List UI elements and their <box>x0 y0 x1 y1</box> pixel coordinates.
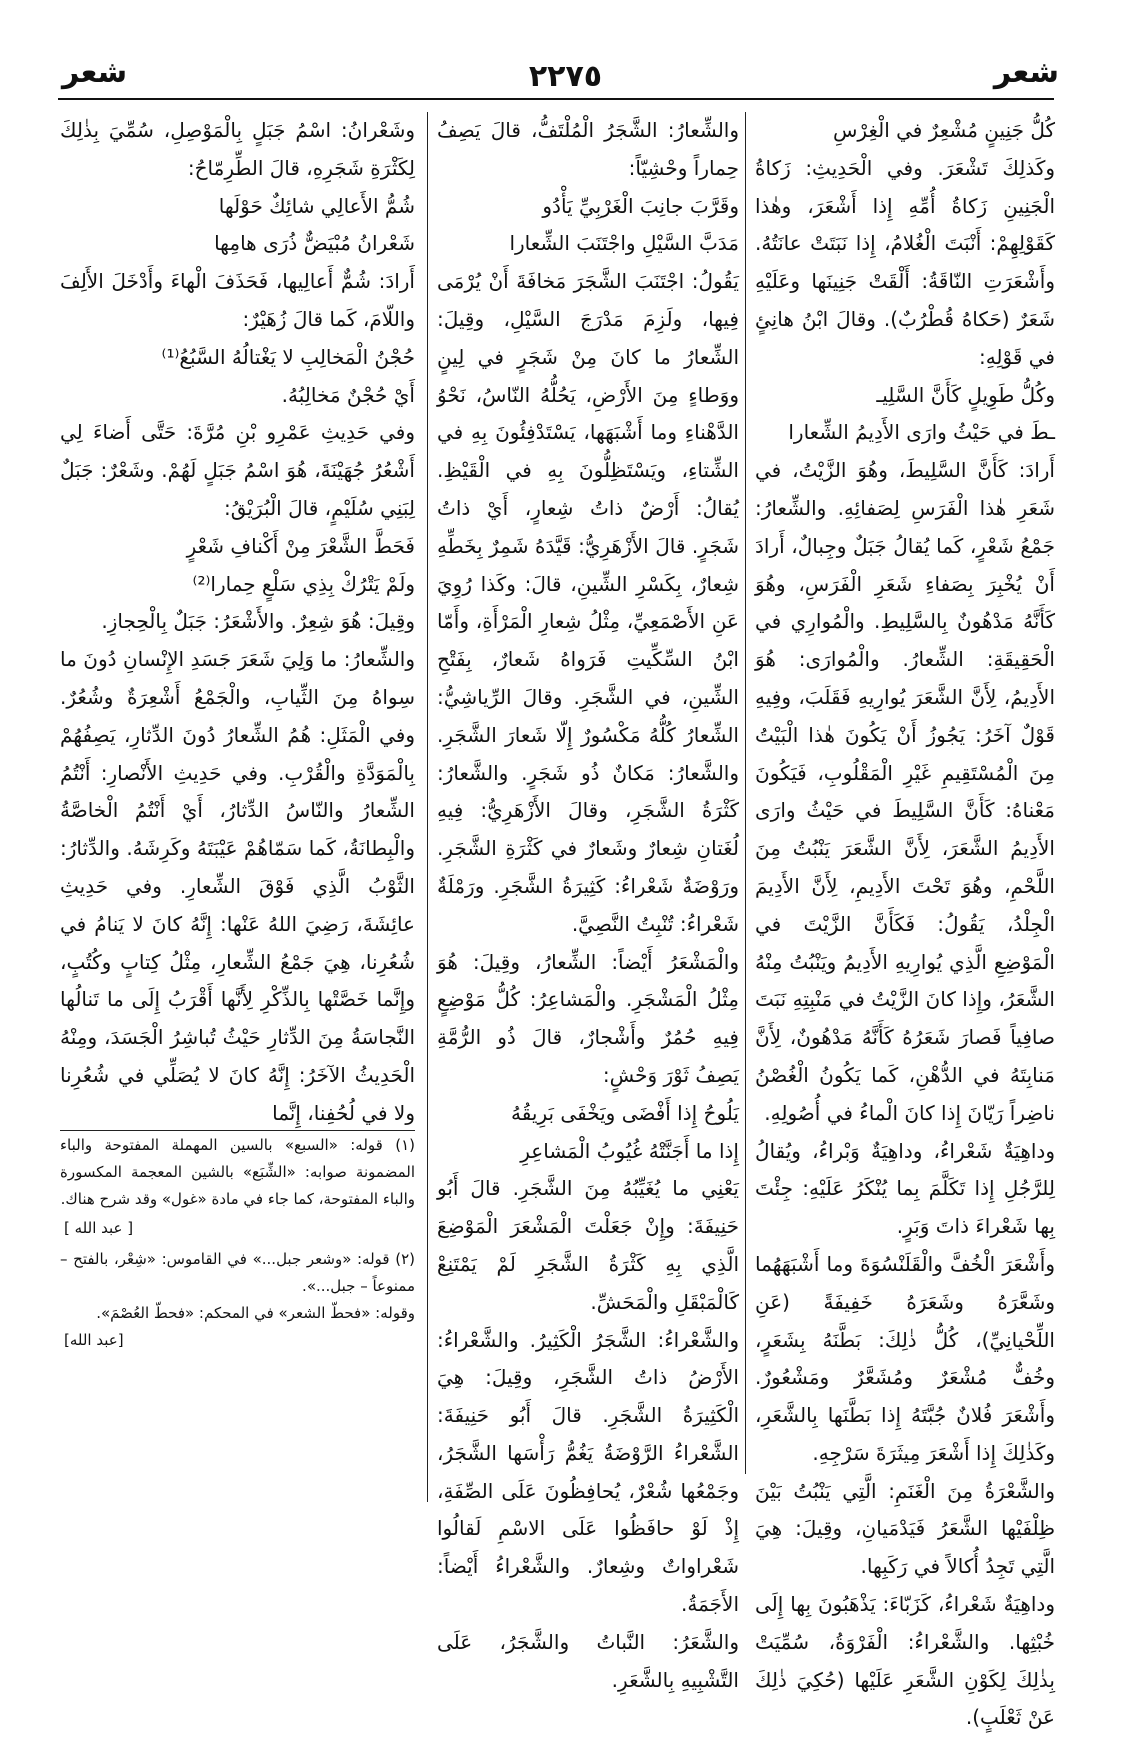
paragraph: وفي حَدِيثِ عَمْرِو بْنِ مُرَّةَ: حَتَّى أَضاءَ لِي أَشْعُرُ جُهَيْنَةَ، هُوَ اسْمُ جَبَلٍ لَهُمْ. وشَعْرٌ: جَبَلٌ لِبَنِي سُلَيْمٍ، قالَ الْبُرَيْقُ: <box>60 420 415 520</box>
footnotes <box>60 1132 415 1562</box>
footnote: (٢) قوله: «وشعر جبل...» في القاموس: «شِعْر، بالفتح – ممنوعاً – جبل...». <box>60 1250 415 1295</box>
paragraph: أَيْ حُجْنٌ مَخالِبُهُ. <box>281 382 415 407</box>
paragraph: يَقُولُ: اجْتَنَبَ الشَّجَرَ مَخافَةَ أَنْ يُرْمَى فِيها، ولَزِمَ مَدْرَجَ السَّيْلِ، وقِيلَ: الشِّعارُ ما كانَ مِنْ شَجَرٍ في لِينٍ ووَطاءٍ مِنَ الأَرْضِ، يَحُلُّهُ النّاسُ، نَحْوُ الدَّهْناءِ وما أَشْبَهَها، يَسْتَدْفِئُونَ بِهِ في الشِّتاءِ، ويَسْتَظِلُّونَ بِهِ في الْقَيْظِ. يُقالُ: أَرْضٌ ذاتُ شِعارٍ، أَيْ ذاتُ شَجَرٍ. قالَ الأَزْهَرِيُّ: قَيَّدَهُ شَمِرٌ بِخَطِّهِ شِعارٌ، بِكَسْرِ الشِّينِ، قالَ: وكَذا رُوِيَ عَنِ الأَصْمَعِيِّ، مِثْلُ شِعارِ الْمَرْأَةِ، وأَمّا ابْنُ السِّكِّيتِ فَرَواهُ شَعارٌ، بِفَتْحِ الشِّينِ، في الشَّجَرِ. وقالَ الرِّياشِيُّ: الشِّعارُ كُلُّهُ مَكْسُورٌ إِلّا شَعارَ الشَّجَرِ. والشَّعارُ: مَكانٌ ذُو شَجَرٍ. والشَّعارُ: كَثْرَةُ الشَّجَرِ، وقالَ الأَزْهَرِيُّ: فِيهِ لُغَتانِ شِعارٌ وشَعارٌ في كَثْرَةِ الشَّجَرِ. ورَوْضَةٌ شَعْراءُ: كَثِيرَةُ الشَّجَرِ. ورَمْلَةٌ شَعْراءُ: تُنْبِتُ النَّصِيَّ. <box>437 269 739 936</box>
paragraph: والشَّعْراءُ: الشَّجَرُ الْكَثِيرُ. والشَّعْراءُ: الأَرْضُ ذاتُ الشَّجَرِ، وقِيلَ: هِيَ الْكَثِيرَةُ الشَّجَرِ. قالَ أَبُو حَنِيفَةَ: الشَّعْراءُ الرَّوْضَةُ يَغُمُّ رَأْسَها الشَّجَرُ، وجَمْعُها شُعْرٌ، يُحافِظُونَ عَلَى الصِّفَةِ، إِذْ لَوْ حافَظُوا عَلَى الاسْمِ لَقالُوا شَعْراواتٌ وشِعارٌ. والشَّعْراءُ أَيْضاً: الأَجَمَةُ. <box>437 1327 739 1617</box>
paragraph: والشَّعْرَةُ مِنَ الْغَنَمِ: الَّتِي يَنْبُتُ بَيْنَ ظِلْفَيْها الشَّعَرُ فَيَدْمَيانِ، وقِيلَ: هِيَ الَّتِي تَجِدُ أُكالاً في رَكَبِها. <box>755 1478 1055 1579</box>
paragraph: مَدَبَّ السَّيْلِ واجْتَنَبَ الشِّعارا <box>509 231 739 256</box>
footnote-separator <box>60 1130 415 1131</box>
editor-signature <box>60 1215 415 1242</box>
signature-text: [عبد الله] <box>64 1331 124 1349</box>
text-column-middle <box>437 112 739 1692</box>
paragraph: شُمُّ الأَعالِي شائِكٌ حَوْلَها <box>218 193 415 218</box>
paragraph: وقَرَّبَ جانِبَ الْغَرْبِيِّ يَأْدُو <box>542 193 739 218</box>
paragraph: وداهِيَةٌ شَعْراءُ، وداهِيَةٌ وَبْراءُ، ويُقالُ لِلرَّجُلِ إِذا تَكَلَّمَ بِما يُنْكَرُ عَلَيْهِ: جِئْتَ بِها شَعْراءَ ذاتَ وَبَرٍ. <box>755 1138 1055 1239</box>
paragraph: إِذا ما أَجَنَّتْهُ غُيُوبُ الْمَشاعِرِ <box>520 1138 739 1163</box>
paragraph: وقِيلَ: هُوَ شِعِرٌ. والأَشْعَرُ: جَبَلٌ بِالْحِجازِ. <box>101 609 415 634</box>
editor-signature <box>60 1327 415 1354</box>
footnote: وقوله: «فحطّ الشعر» في المحكم: «فحطّ العُصْمَ». <box>96 1304 415 1322</box>
column-divider-left <box>427 112 428 1502</box>
paragraph: وشَعْرانُ: اسْمُ جَبَلٍ بِالْمَوْصِلِ، سُمِّيَ بِذٰلِكَ لِكَثْرَةِ شَجَرِهِ، قالَ الطِّرِمّاحُ: <box>60 118 415 180</box>
signature-text: [ عبد الله ] <box>64 1219 134 1237</box>
paragraph: وداهِيَةٌ شَعْراءُ، كَزَبّاءَ: يَذْهَبُونَ بِها إِلَى خُبْثِها. والشَّعْراءُ: الْفَرْوَةُ، سُمِّيَتْ بِذٰلِكَ لِكَوْنِ الشَّعَرِ عَلَيْها (حُكِيَ ذٰلِكَ عَنْ ثَعْلَبٍ). <box>755 1592 1055 1730</box>
paragraph: والْمَشْعَرُ أَيْضاً: الشِّعارُ، وقِيلَ: هُوَ مِثْلُ الْمَشْجَرِ. والْمَشاعِرُ: كُلُّ مَوْضِعٍ فِيهِ حُمُرٌ وأَشْجارٌ، قالَ ذُو الرُّمَّةِ يَصِفُ ثَوْرَ وَحْشٍ: <box>437 949 739 1087</box>
paragraph: ولَمْ يَتْرُكْ بِذِي سَلْعٍ حِمارا⁽²⁾ <box>192 571 415 596</box>
page-number: ٢٢٧٥ <box>528 59 603 94</box>
paragraph: والشِّعارُ: ما وَلِيَ شَعَرَ جَسَدِ الإِنْسانِ دُونَ ما سِواهُ مِنَ الثِّيابِ، والْجَمْعُ أَشْعِرَةٌ وشُعُرٌ. وفي الْمَثَلِ: هُمُ الشِّعارُ دُونَ الدِّثارِ، يَصِفُهُمْ بِالْمَوَدَّةِ والْقُرْبِ. وفي حَدِيثِ الأَنْصارِ: أَنْتُمُ الشِّعارُ والنّاسُ الدِّثارُ، أَيْ أَنْتُمُ الْخاصَّةُ والْبِطانَةُ، كَما سَمّاهُمْ عَيْبَتَهُ وكَرِشَهُ. والدِّثارُ: الثَّوْبُ الَّذِي فَوْقَ الشِّعارِ. وفي حَدِيثِ عائِشَةَ، رَضِيَ اللهُ عَنْها: إِنَّهُ كانَ لا يَنامُ في شُعُرِنا، هِيَ جَمْعُ الشِّعارِ، مِثْلُ كِتابٍ وكُتُبٍ، وإِنَّما خَصَّتْها بِالذِّكْرِ لِأَنَّها أَقْرَبُ إِلَى ما تَنالُها النَّجاسَةُ مِنَ الدِّثارِ حَيْثُ تُباشِرُ الْجَسَدَ، ومِنْهُ الْحَدِيثُ الآخَرُ: إِنَّهُ كانَ لا يُصَلِّي في شُعُرِنا ولا في لُحُفِنا، إِنَّما <box>60 647 415 1125</box>
paragraph: أَرادَ: شُمٌّ أَعالِيها، فَحَذَفَ الْهاءَ وأَدْخَلَ الأَلِفَ واللّامَ، كَما قالَ زُهَيْرٌ: <box>60 269 415 331</box>
paragraph: أَرادَ: كَأَنَّ السَّلِيطَ، وهُوَ الزَّيْتُ، في شَعَرِ هٰذا الْفَرَسِ لِصَفائِهِ. والشِّعارُ: جَمْعُ شَعْرٍ، كَما يُقالُ جَبَلٌ وجِبالٌ، أَرادَ أَنْ يُخْبِرَ بِصَفاءِ شَعَرِ الْفَرَسِ، وهُوَ كَأَنَّهُ مَدْهُونٌ بِالسَّلِيطِ. والْمُوارِي في الْحَقِيقَةِ: الشِّعارُ. والْمُوارَى: هُوَ الأَدِيمُ، لِأَنَّ الشَّعَرَ يُوارِيهِ فَقَلَبَ، وفِيهِ قَوْلٌ آخَرُ: يَجُوزُ أَنْ يَكُونَ هٰذا الْبَيْتُ مِنَ الْمُسْتَقِيمِ غَيْرِ الْمَقْلُوبِ، فَيَكُونَ مَعْناهُ: كَأَنَّ السَّلِيطَ في حَيْثُ وارَى الأَدِيمُ الشَّعَرَ، لِأَنَّ الشَّعَرَ يَنْبُتُ مِنَ اللَّحْمِ، وهُوَ تَحْتَ الأَدِيمِ، لِأَنَّ الأَدِيمَ الْجِلْدُ، يَقُولُ: فَكَأَنَّ الزَّيْتَ في الْمَوْضِعِ الَّذِي يُوارِيهِ الأَدِيمُ ويَنْبُتُ مِنْهُ الشَّعَرُ، وإِذا كانَ الزَّيْتُ في مَنْبِتِهِ نَبَتَ صافِياً فَصارَ شَعَرُهُ كَأَنَّهُ مَدْهُونٌ، لِأَنَّ مَنابِتَهُ في الدُّهْنِ، كَما يَكُونُ الْغُصْنُ ناضِراً رَيّانَ إِذا كانَ الْماءُ في أُصُولِهِ. <box>755 458 1055 1125</box>
paragraph: شَعْرانُ مُبْيَضٌّ ذُرَى هامِها <box>214 231 415 256</box>
paragraph: والشِّعارُ: الشَّجَرُ الْمُلْتَفُّ، قالَ يَصِفُ حِماراً وحْشِيّاً: <box>437 118 739 180</box>
paragraph: كُلُّ جَنِينٍ مُشْعِرٌ في الْغِرْسِ <box>833 118 1055 142</box>
paragraph: يَلُوحُ إِذا أَفْضَى ويَخْفَى بَرِيقُهُ <box>511 1100 739 1125</box>
paragraph: وأَشْعَرَ الْخُفَّ والْقَلَنْسُوَةَ وما أَشْبَهَهُما وشَعَّرَهُ وشَعَرَهُ خَفِيفَةً (عَنِ اللِّحْيانِيِّ)، كُلُّ ذٰلِكَ: بَطَّنَهُ بِشَعَرٍ، وخُفٌّ مُشْعَرٌ ومُشَعَّرٌ ومَشْعُورٌ. وأَشْعَرَ فُلانٌ جُبَّتَهُ إِذا بَطَّنَها بِالشَّعَرِ، وكَذٰلِكَ إِذا أَشْعَرَ مِيثَرَةَ سَرْجِهِ. <box>755 1251 1055 1465</box>
text-column-right <box>755 112 1055 1730</box>
paragraph: فَحَطَّ الشَّعْرَ مِنْ أَكْنافِ شَعْرٍ <box>186 533 415 558</box>
paragraph: ـطَ في حَيْثُ وارَى الأَدِيمُ الشِّعارا <box>788 420 1055 445</box>
column-divider-right <box>745 112 746 1474</box>
paragraph: يَعْنِي ما يُغَيِّبُهُ مِنَ الشَّجَرِ. قالَ أَبُو حَنِيفَةَ: وإِنْ جَعَلْتَ الْمَشْعَرَ الْمَوْضِعَ الَّذِي بِهِ كَثْرَةُ الشَّجَرِ لَمْ يَمْتَنِعْ كَالْمَبْقَلِ والْمَحَشِّ. <box>437 1176 739 1314</box>
header-entry-word-right: شعر <box>993 55 1059 90</box>
paragraph: وكَذلِكَ تَشْعَرَ. وفي الْحَدِيثِ: زَكاةُ الْجَنِينِ زَكاةُ أُمِّهِ إِذا أَشْعَرَ، وهٰذا كَقَوْلِهِمْ: أَنْبَتَ الْغُلامُ، إِذا نَبَتَتْ عانَتُهُ. وأَشْعَرَتِ النّاقَةُ: أَلْقَتْ جَنِينَها وعَلَيْهِ شَعَرٌ (حَكاهُ قُطْرُبٌ). وقالَ ابْنُ هانِئٍ في قَوْلِهِ: <box>755 155 1055 369</box>
header-entry-word-left: شعر <box>62 55 128 90</box>
paragraph: حُجْنُ الْمَخالِبِ لا يَغْتالُهُ السَّبُعُ⁽¹⁾ <box>161 344 415 369</box>
header-rule <box>58 98 1054 100</box>
paragraph: وكُلُّ طَوِيلٍ كَأَنَّ السَّلِيـ <box>876 382 1055 407</box>
footnote: (١) قوله: «السبع» بالسين المهملة المفتوحة والباء المضمونة صوابه: «الشِّبَع» بالشين المعجمة المكسورة والباء المفتوحة، كما جاء في مادة «غول» وقد شرح هناك. <box>60 1136 415 1208</box>
paragraph: والشَّعَرُ: النَّباتُ والشَّجَرُ، عَلَى التَّشْبِيهِ بِالشَّعَرِ. <box>437 1629 739 1692</box>
text-column-left <box>60 112 415 1125</box>
